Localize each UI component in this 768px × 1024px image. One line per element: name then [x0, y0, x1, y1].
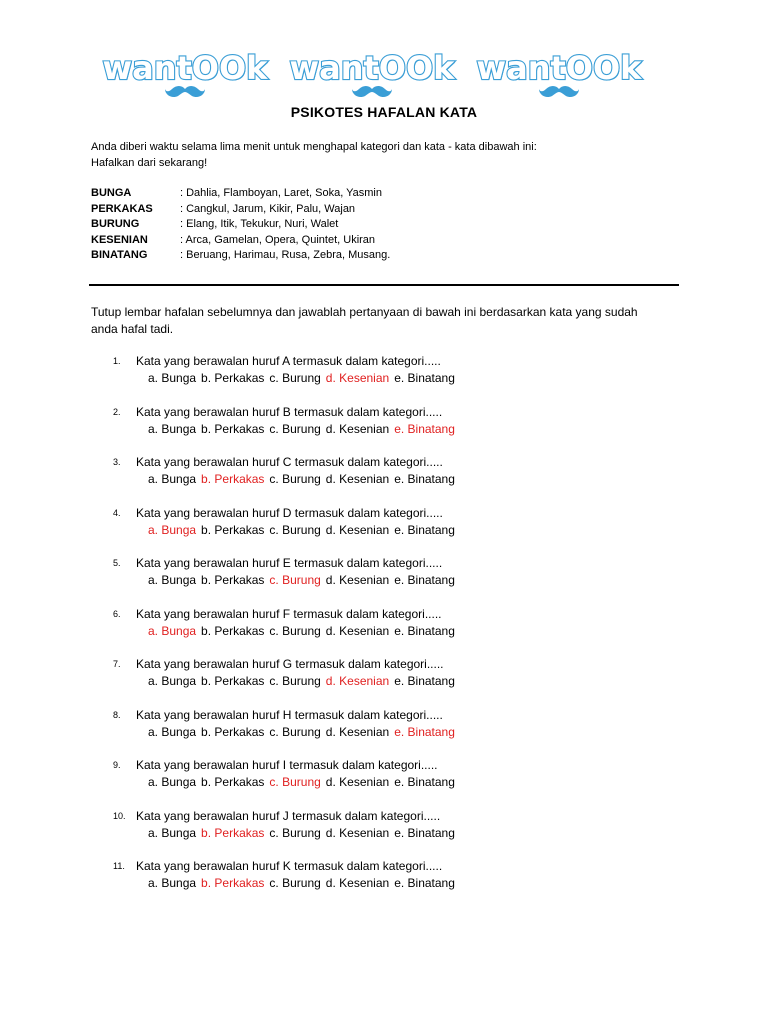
answer-options: [148, 522, 460, 538]
answer-options: [148, 370, 460, 386]
answer-option: d. Kesenian: [325, 623, 390, 638]
question-item: [0, 656, 768, 696]
answer-options: [148, 471, 460, 487]
intro-text: [91, 139, 537, 171]
answer-option: e. Binatang: [394, 876, 455, 890]
category-list: [91, 186, 390, 264]
answer-option: e. Binatang: [394, 775, 455, 789]
answer-option: c. Burung: [269, 371, 321, 385]
answer-option: c. Burung: [269, 825, 321, 840]
question-number: 2.: [113, 406, 121, 417]
question-text: Kata yang berawalan huruf C termasuk dalam kategori.....: [136, 455, 443, 469]
question-item: [0, 707, 768, 747]
mustache-icon: [539, 84, 579, 100]
answer-option: a. Bunga: [148, 724, 197, 739]
answer-option: e. Binatang: [394, 522, 455, 537]
answer-option: a. Bunga: [148, 825, 197, 840]
answer-option: b. Perkakas: [201, 522, 265, 537]
logo-text: wantOOk: [476, 49, 642, 87]
question-item: [0, 505, 768, 545]
answer-option: a. Bunga: [148, 674, 197, 688]
question-number: 5.: [113, 558, 121, 568]
question-number: 8.: [113, 709, 121, 720]
intro-line: Hafalkan dari sekarang!: [91, 157, 208, 169]
question-number: 3.: [113, 457, 121, 467]
logo-block: [92, 50, 278, 102]
answer-option: b. Perkakas: [201, 623, 265, 638]
question-item: [0, 757, 768, 797]
question-text: Kata yang berawalan huruf D termasuk dalam kategori.....: [136, 505, 443, 520]
answer-option: d. Kesenian: [325, 573, 390, 587]
page-title: PSIKOTES HAFALAN KATA: [290, 104, 478, 120]
question-number: 1.: [113, 356, 121, 366]
answer-option: c. Burung: [269, 876, 321, 890]
answer-option: b. Perkakas: [201, 371, 265, 385]
category-row: [91, 186, 390, 202]
answer-option-correct: b. Perkakas: [201, 876, 265, 890]
answer-option: c. Burung: [269, 472, 321, 486]
question-text: Kata yang berawalan huruf G termasuk dalam kategori.....: [136, 657, 444, 671]
answer-option: d. Kesenian: [325, 421, 390, 436]
question-number: 10.: [113, 810, 126, 821]
question-text: Kata yang berawalan huruf E termasuk dalam kategori.....: [136, 556, 443, 570]
answer-options: [148, 572, 460, 588]
question-item: [0, 353, 768, 393]
answer-option: d. Kesenian: [325, 825, 390, 840]
answer-option: c. Burung: [269, 724, 321, 739]
answer-option: b. Perkakas: [201, 573, 265, 587]
answer-option: c. Burung: [269, 674, 321, 688]
answer-option: e. Binatang: [394, 371, 455, 385]
answer-option: a. Bunga: [148, 371, 197, 385]
question-item: [0, 555, 768, 595]
answer-option: e. Binatang: [394, 825, 455, 840]
category-name: BURUNG: [91, 218, 140, 230]
question-item: [0, 454, 768, 494]
answer-options: [148, 825, 460, 841]
answer-option: a. Bunga: [148, 876, 197, 890]
question-number: 11.: [113, 861, 125, 871]
answer-option-correct: d. Kesenian: [325, 371, 390, 385]
mustache-icon: [352, 84, 392, 100]
question-text: Kata yang berawalan huruf K termasuk dalam kategori.....: [136, 859, 443, 873]
answer-option: b. Perkakas: [201, 775, 265, 789]
answer-option-correct: c. Burung: [269, 775, 321, 789]
answer-option: d. Kesenian: [325, 522, 390, 537]
category-words: : Arca, Gamelan, Opera, Quintet, Ukiran: [180, 233, 376, 246]
category-name: BUNGA: [91, 187, 132, 199]
answer-option: e. Binatang: [394, 623, 455, 638]
divider-line: [89, 284, 679, 286]
wantook-logo-banner: [92, 50, 652, 102]
question-item: [0, 858, 768, 898]
answer-options: [148, 673, 460, 689]
answer-option-correct: a. Bunga: [148, 522, 197, 537]
answer-option-correct: e. Binatang: [394, 421, 455, 436]
category-words: : Cangkul, Jarum, Kikir, Palu, Wajan: [180, 202, 356, 215]
answer-option: c. Burung: [269, 522, 321, 537]
logo-text: wantOOk: [102, 49, 268, 87]
answer-option: d. Kesenian: [325, 775, 390, 789]
answer-option: a. Bunga: [148, 421, 197, 436]
question-text: Kata yang berawalan huruf F termasuk dalam kategori.....: [136, 606, 442, 621]
question-number: 6.: [113, 608, 121, 619]
answer-option: b. Perkakas: [201, 674, 265, 688]
question-item: [0, 606, 768, 646]
logo-block: [279, 50, 465, 102]
question-number: 9.: [113, 760, 121, 770]
answer-option: e. Binatang: [394, 573, 455, 587]
answer-option: a. Bunga: [148, 573, 197, 587]
logo-text: wantOOk: [289, 49, 455, 87]
logo-block: [466, 50, 652, 102]
answer-option: a. Bunga: [148, 472, 197, 486]
category-row: [91, 233, 390, 249]
question-item: [0, 808, 768, 848]
instruction-line: anda hafal tadi.: [91, 322, 174, 336]
instruction-line: Tutup lembar hafalan sebelumnya dan jawablah pertanyaan di bawah ini berdasarkan kata yang sudah: [91, 305, 638, 319]
answer-option: a. Bunga: [148, 775, 197, 789]
answer-option-correct: d. Kesenian: [325, 674, 390, 688]
question-text: Kata yang berawalan huruf J termasuk dalam kategori.....: [136, 808, 441, 823]
question-item: [0, 404, 768, 444]
answer-option-correct: a. Bunga: [148, 623, 197, 638]
answer-options: [148, 623, 460, 639]
answer-option-correct: b. Perkakas: [201, 472, 265, 486]
answer-option: b. Perkakas: [201, 421, 265, 436]
answer-option: d. Kesenian: [325, 724, 390, 739]
answer-option: c. Burung: [269, 421, 321, 436]
category-words: : Dahlia, Flamboyan, Laret, Soka, Yasmin: [180, 187, 382, 199]
question-text: Kata yang berawalan huruf B termasuk dalam kategori.....: [136, 404, 443, 419]
answer-option-correct: e. Binatang: [394, 724, 455, 739]
question-number: 7.: [113, 659, 121, 669]
intro-line: Anda diberi waktu selama lima menit untuk menghapal kategori dan kata - kata dibawah ini:: [91, 141, 537, 153]
answer-option: c. Burung: [269, 623, 321, 638]
category-row: [91, 217, 390, 233]
question-text: Kata yang berawalan huruf H termasuk dalam kategori.....: [136, 707, 443, 722]
answer-options: [148, 875, 460, 891]
answer-option-correct: c. Burung: [269, 573, 321, 587]
category-name: PERKAKAS: [91, 202, 153, 215]
question-number: 4.: [113, 507, 121, 518]
answer-options: [148, 774, 460, 790]
answer-option: e. Binatang: [394, 472, 455, 486]
category-name: KESENIAN: [91, 233, 148, 246]
question-text: Kata yang berawalan huruf A termasuk dalam kategori.....: [136, 354, 441, 368]
mustache-icon: [165, 84, 205, 100]
answer-option: d. Kesenian: [325, 472, 390, 486]
answer-option-correct: b. Perkakas: [201, 825, 265, 840]
category-row: [91, 248, 390, 264]
category-words: : Elang, Itik, Tekukur, Nuri, Walet: [180, 218, 339, 230]
answer-options: [148, 724, 460, 740]
answer-option: e. Binatang: [394, 674, 455, 688]
question-text: Kata yang berawalan huruf I termasuk dalam kategori.....: [136, 758, 438, 772]
category-name: BINATANG: [91, 249, 148, 261]
answer-option: d. Kesenian: [325, 876, 390, 890]
category-words: : Beruang, Harimau, Rusa, Zebra, Musang.: [180, 249, 391, 261]
answer-options: [148, 421, 460, 437]
category-row: [91, 202, 390, 218]
answer-option: b. Perkakas: [201, 724, 265, 739]
instruction-text: [91, 304, 681, 338]
